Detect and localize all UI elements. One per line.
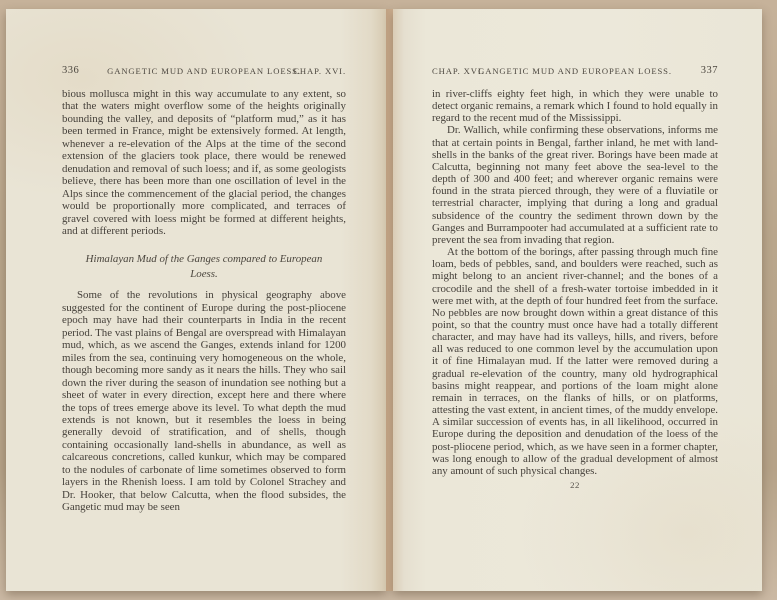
left-page-header	[62, 9, 346, 76]
section-heading-line: Loess.	[190, 267, 218, 280]
section-heading-line: Himalayan Mud of the Ganges compared to European	[85, 253, 323, 266]
paragraph: Dr. Wallich, while confirming these observations, informs me that at certain points in Bengal, farther inland, he met with land-shells in the banks of the great river. Borings have been made at Calcutta, beginning not many feet above the sea-level to the depth of 300 and 400 feet; and wherever organic remains were found in the strata pierced through, they were of a fluviatile or terrestrial character, implying that during a long and gradual subsidence of the country the sediment thrown down by the Ganges and Burrampooter had accumulated at a sufficient rate to prevent the sea from invading that region.	[432, 124, 718, 246]
right-text-column	[432, 9, 718, 490]
left-text-column	[62, 9, 346, 514]
paragraph: Some of the revolutions in physical geography above suggested for the continent of Europe during the post-pliocene epoch may have had their counterparts in India in the recent period. The vast plains of Bengal are overspread with Himalayan mud, which, as we ascend the Ganges, extends inland for 1200 miles from the sea, continuing very homogeneous on the whole, though becoming more sandy as it nears the hills. They who sail down the river during the season of inundation see nothing but a sheet of water in every direction, except here and there where the tops of trees emerge above its level. To what depth the mud extends is not known, but it resembles the loess in being generally devoid of stratification, and of shells, though containing occasionally land-shells in abundance, as well as calcareous concretions, called kunkur, which may be compared to the nodules of carbonate of lime sometimes observed to form layers in the Rhenish loess. I am told by Colonel Strachey and Dr. Hooker, that below Calcutta, when the flood subsides, the Gangetic mud may be seen	[62, 289, 346, 514]
left-body-text	[62, 88, 346, 514]
chapter-label: CHAP. XVI.	[432, 66, 485, 76]
paragraph: in river-cliffs eighty feet high, in which they were unable to detect organic remains, a remark which I found to hold equally in regard to the recent mud of the Mississippi.	[432, 88, 718, 125]
right-page-header	[432, 9, 718, 76]
right-body-text	[432, 88, 718, 477]
right-page	[393, 9, 762, 591]
section-heading	[62, 252, 346, 281]
page-gutter	[386, 9, 393, 591]
chapter-label: CHAP. XVI.	[293, 66, 346, 76]
running-title: GANGETIC MUD AND EUROPEAN LOESS.	[478, 66, 672, 76]
page-number: 337	[700, 65, 718, 76]
page-number: 336	[62, 65, 80, 76]
running-title: GANGETIC MUD AND EUROPEAN LOESS.	[107, 66, 301, 76]
printer-signature-mark: 22	[570, 480, 580, 490]
paragraph: At the bottom of the borings, after passing through much fine loam, beds of pebbles, sand, and boulders were reached, such as might belong to an ancient river-channel; and the bones of a crocodile and the shell of a fresh-water tortoise imbedded in it were met with, at the depth of four hundred feet from the surface. No pebbles are now brought down within a great distance of this point, so that the country must once have had a totally different character, and may have had its valleys, hills, and rivers, before all was reduced to one common level by the accumulation upon it of fine Himalayan mud. If the latter were removed during a gradual re-elevation of the country, many old hydrographical basins might reappear, and portions of the loam might alone remain in terraces, on the flanks of hills, or on platforms, attesting the vast extent, in ancient times, of the muddy envelope. A similar succession of events has, in all likelihood, occurred in Europe during the deposition and denudation of the loess of the post-pliocene period, which, as we have seen in a former chapter, was long enough to allow of the gradual development of almost any amount of such physical changes.	[432, 246, 718, 477]
paragraph: bious mollusca might in this way accumulate to any extent, so that the waters might overflow some of the heights originally bounding the valley, and deposits of “platform mud,” as it has been termed in France, might be extensively formed. At length, whenever a re-elevation of the Alps at the time of the second extension of the glaciers took place, there would be renewed denudation and removal of such loess; and if, as some geologists believe, there has been more than one oscillation of level in the Alps since the commencement of the glacial period, the changes would be proportionally more complicated, and terraces of gravel covered with loess might be formed at different heights, and at different periods.	[62, 88, 346, 237]
left-page	[6, 9, 386, 591]
